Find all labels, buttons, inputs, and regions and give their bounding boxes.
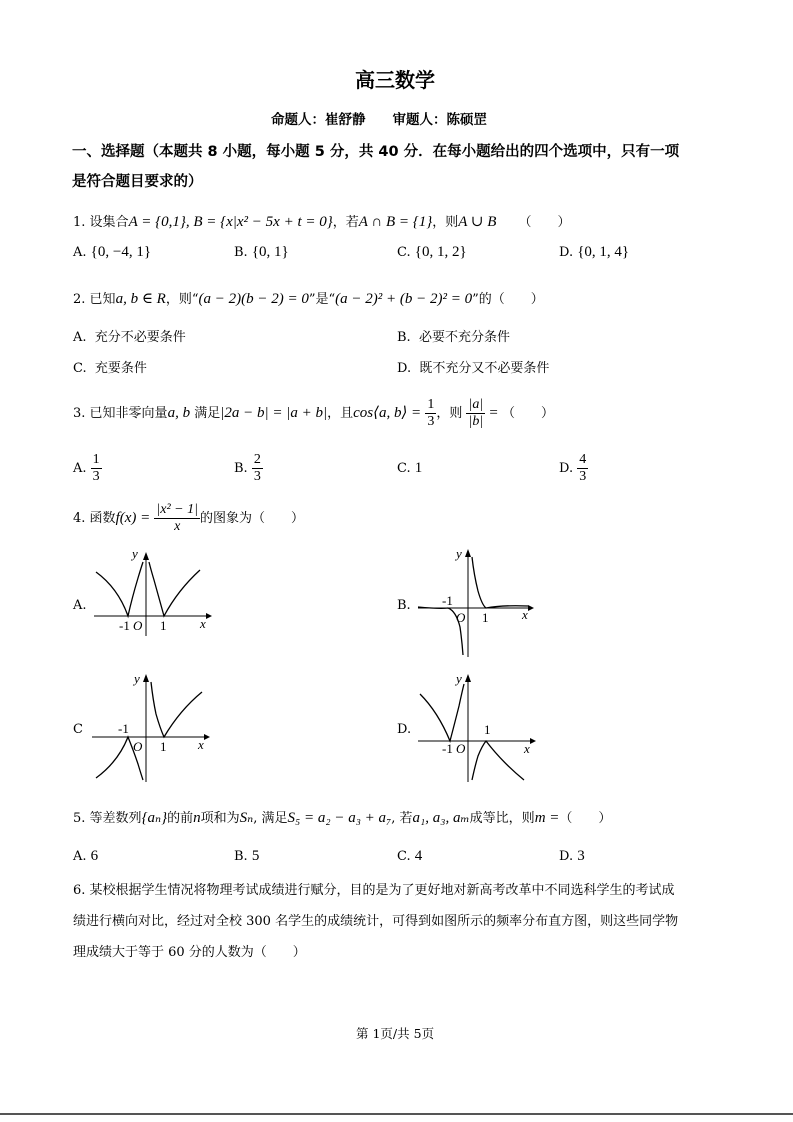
- graph-b-origin: O: [456, 610, 466, 625]
- graph-c-tick-neg1: -1: [118, 721, 129, 736]
- page-number: 第 1页/共 5页: [356, 1026, 435, 1041]
- graph-d-tick-neg1: -1: [442, 741, 453, 756]
- q2-math-cond2: (a − 2)² + (b − 2)² = 0: [335, 291, 473, 307]
- q1-option-d: D. {0, 1, 4}: [559, 244, 630, 260]
- graph-c-label: C: [73, 722, 83, 737]
- q3-fraction: $\frac{1}{3}$: [427, 397, 435, 430]
- graph-b-x-label: x: [522, 607, 528, 622]
- q5-option-b: B. 5: [234, 848, 260, 864]
- graph-a-label: A.: [73, 598, 87, 613]
- q4-fraction: $\frac{\text{|x² − 1|}}{x}$: [156, 502, 198, 535]
- q3-math-cos: cos⟨a, b⟩ =: [353, 405, 422, 422]
- q2-option-c: C. 充要条件: [73, 361, 147, 376]
- question-1: [73, 211, 571, 231]
- graph-a-origin: O: [133, 618, 143, 633]
- graph-b-curve-right: [472, 557, 528, 608]
- q2-math-domain: a, b ∈ R: [115, 291, 166, 307]
- q1-paren: （ ）: [518, 215, 571, 230]
- graph-d-label: D.: [397, 722, 412, 737]
- question-2: 2. 已知a, b ∈ R，则“(a − 2)(b − 2) = 0”是“(a − 2)² + (b − 2)² = 0”的（ ）: [73, 291, 544, 307]
- q1-option-c: C. {0, 1, 2}: [397, 244, 467, 260]
- q1-mid: ，若: [332, 215, 359, 230]
- q3-option-a: A. $\frac{1}{3}$: [73, 452, 100, 485]
- question-6-line3: 理成绩大于等于 60 分的人数为（ ）: [73, 945, 306, 960]
- graph-d-curve-right: [472, 741, 524, 780]
- graph-a-x-label: x: [200, 616, 206, 631]
- q5-math-terms: a₁, a₃, aₘ: [412, 810, 470, 826]
- q3-math-vectors: a, b: [167, 405, 191, 422]
- q1-math-intersection: A ∩ B = {1}: [358, 214, 433, 230]
- graph-b-tick-1: 1: [482, 610, 489, 625]
- q2-option-a: A. 充分不必要条件: [73, 330, 186, 345]
- q3-ratio: $\frac{|a|}{|b|}$: [468, 397, 484, 430]
- q3-math-norm: |2a − b| = |a + b|: [220, 405, 328, 422]
- q3-option-b: B. $\frac{2}{3}$: [234, 452, 261, 485]
- q3-option-c: C. 1: [397, 460, 423, 476]
- q1-number: 1.: [73, 215, 86, 230]
- graph-d-y-label: y: [456, 671, 462, 686]
- graph-b-tick-neg1: -1: [442, 593, 453, 608]
- graph-d-tick-1: 1: [484, 722, 491, 737]
- graph-a-curve-right: [149, 562, 200, 616]
- q2-math-cond1: (a − 2)(b − 2) = 0: [198, 291, 309, 307]
- section-heading-line1: 一、选择题（本题共 8 小题，每小题 5 分，共 40 分．在每小题给出的四个选项中，只有一项: [72, 144, 680, 160]
- q1-math-sets: A = {0,1}, B = {x|x² − 5x + t = 0}: [128, 214, 333, 230]
- graph-c-tick-1: 1: [160, 739, 167, 754]
- q1-option-b: B. {0, 1}: [234, 244, 289, 260]
- graph-c-curve-right: [151, 682, 202, 737]
- authors-line: 命题人：崔舒静 审题人：陈硕罡: [271, 112, 487, 128]
- graph-a-curve-left: [96, 562, 143, 616]
- q5-option-d: D. 3: [559, 848, 585, 864]
- q1-math-union: A ∪ B: [458, 214, 497, 230]
- page-title: 高三数学: [355, 68, 435, 92]
- graph-a: [88, 548, 213, 640]
- q2-option-d: D. 既不充分又不必要条件: [397, 361, 550, 376]
- q5-math-seq: {aₙ}: [141, 810, 168, 826]
- q1-end: ，则: [432, 215, 459, 230]
- graph-c-y-label: y: [134, 671, 140, 686]
- question-6-line1: 6. 某校根据学生情况将物理考试成绩进行赋分，目的是为了更好地对新高考改革中不同选科学生的考试成: [73, 883, 675, 898]
- question-5: 5. 等差数列{aₙ}的前n项和为Sₙ, 满足S₅ = a₂ − a₃ + a₇, 若a₁, a₃, aₘ成等比，则m =（ ）: [73, 810, 612, 826]
- q5-option-a: A. 6: [73, 848, 99, 864]
- graph-d-curve-left: [420, 684, 464, 741]
- q5-math-condition: S₅ = a₂ − a₃ + a₇: [287, 810, 392, 826]
- graph-c-x-label: x: [198, 737, 204, 752]
- section-heading-line2: 是符合题目要求的）: [72, 174, 203, 190]
- graph-d-origin: O: [456, 741, 466, 756]
- q1-option-a: A. {0, −4, 1}: [73, 244, 152, 260]
- graph-b-label: B.: [397, 598, 411, 613]
- question-4: 4. 函数f(x) = $\frac{\text{|x² − 1|}}{x}$ 的图象为（ ）: [73, 502, 304, 535]
- q5-option-c: C. 4: [397, 848, 423, 864]
- graph-a-tick-neg1: -1: [119, 618, 130, 633]
- question-6-line2: 绩进行横向对比，经过对全校 300 名学生的成绩统计，可得到如图所示的频率分布直方图，则这些同学物: [73, 914, 679, 929]
- graph-d: [412, 670, 537, 785]
- q4-math-f: f(x) =: [115, 510, 151, 527]
- graph-a-y-label: y: [132, 548, 138, 561]
- graph-d-x-label: x: [524, 741, 530, 756]
- graph-b-y-label: y: [456, 546, 462, 561]
- graph-a-tick-1: 1: [160, 618, 167, 633]
- q3-option-d: D. $\frac{4}{3}$: [559, 452, 587, 485]
- q2-option-b: B. 必要不充分条件: [397, 330, 510, 345]
- bottom-divider: [0, 1113, 793, 1115]
- graph-c: [88, 670, 213, 785]
- graph-b: [412, 545, 537, 660]
- graph-c-origin: O: [133, 739, 143, 754]
- q1-text: 设集合: [89, 215, 129, 230]
- question-3: 3. 已知非零向量a, b 满足|2a − b| = |a + b|，且cos⟨a, b⟩ = $\frac{1}{3}$ ，则 $\frac{|a|}{|b|}$ = （ ）: [73, 397, 554, 430]
